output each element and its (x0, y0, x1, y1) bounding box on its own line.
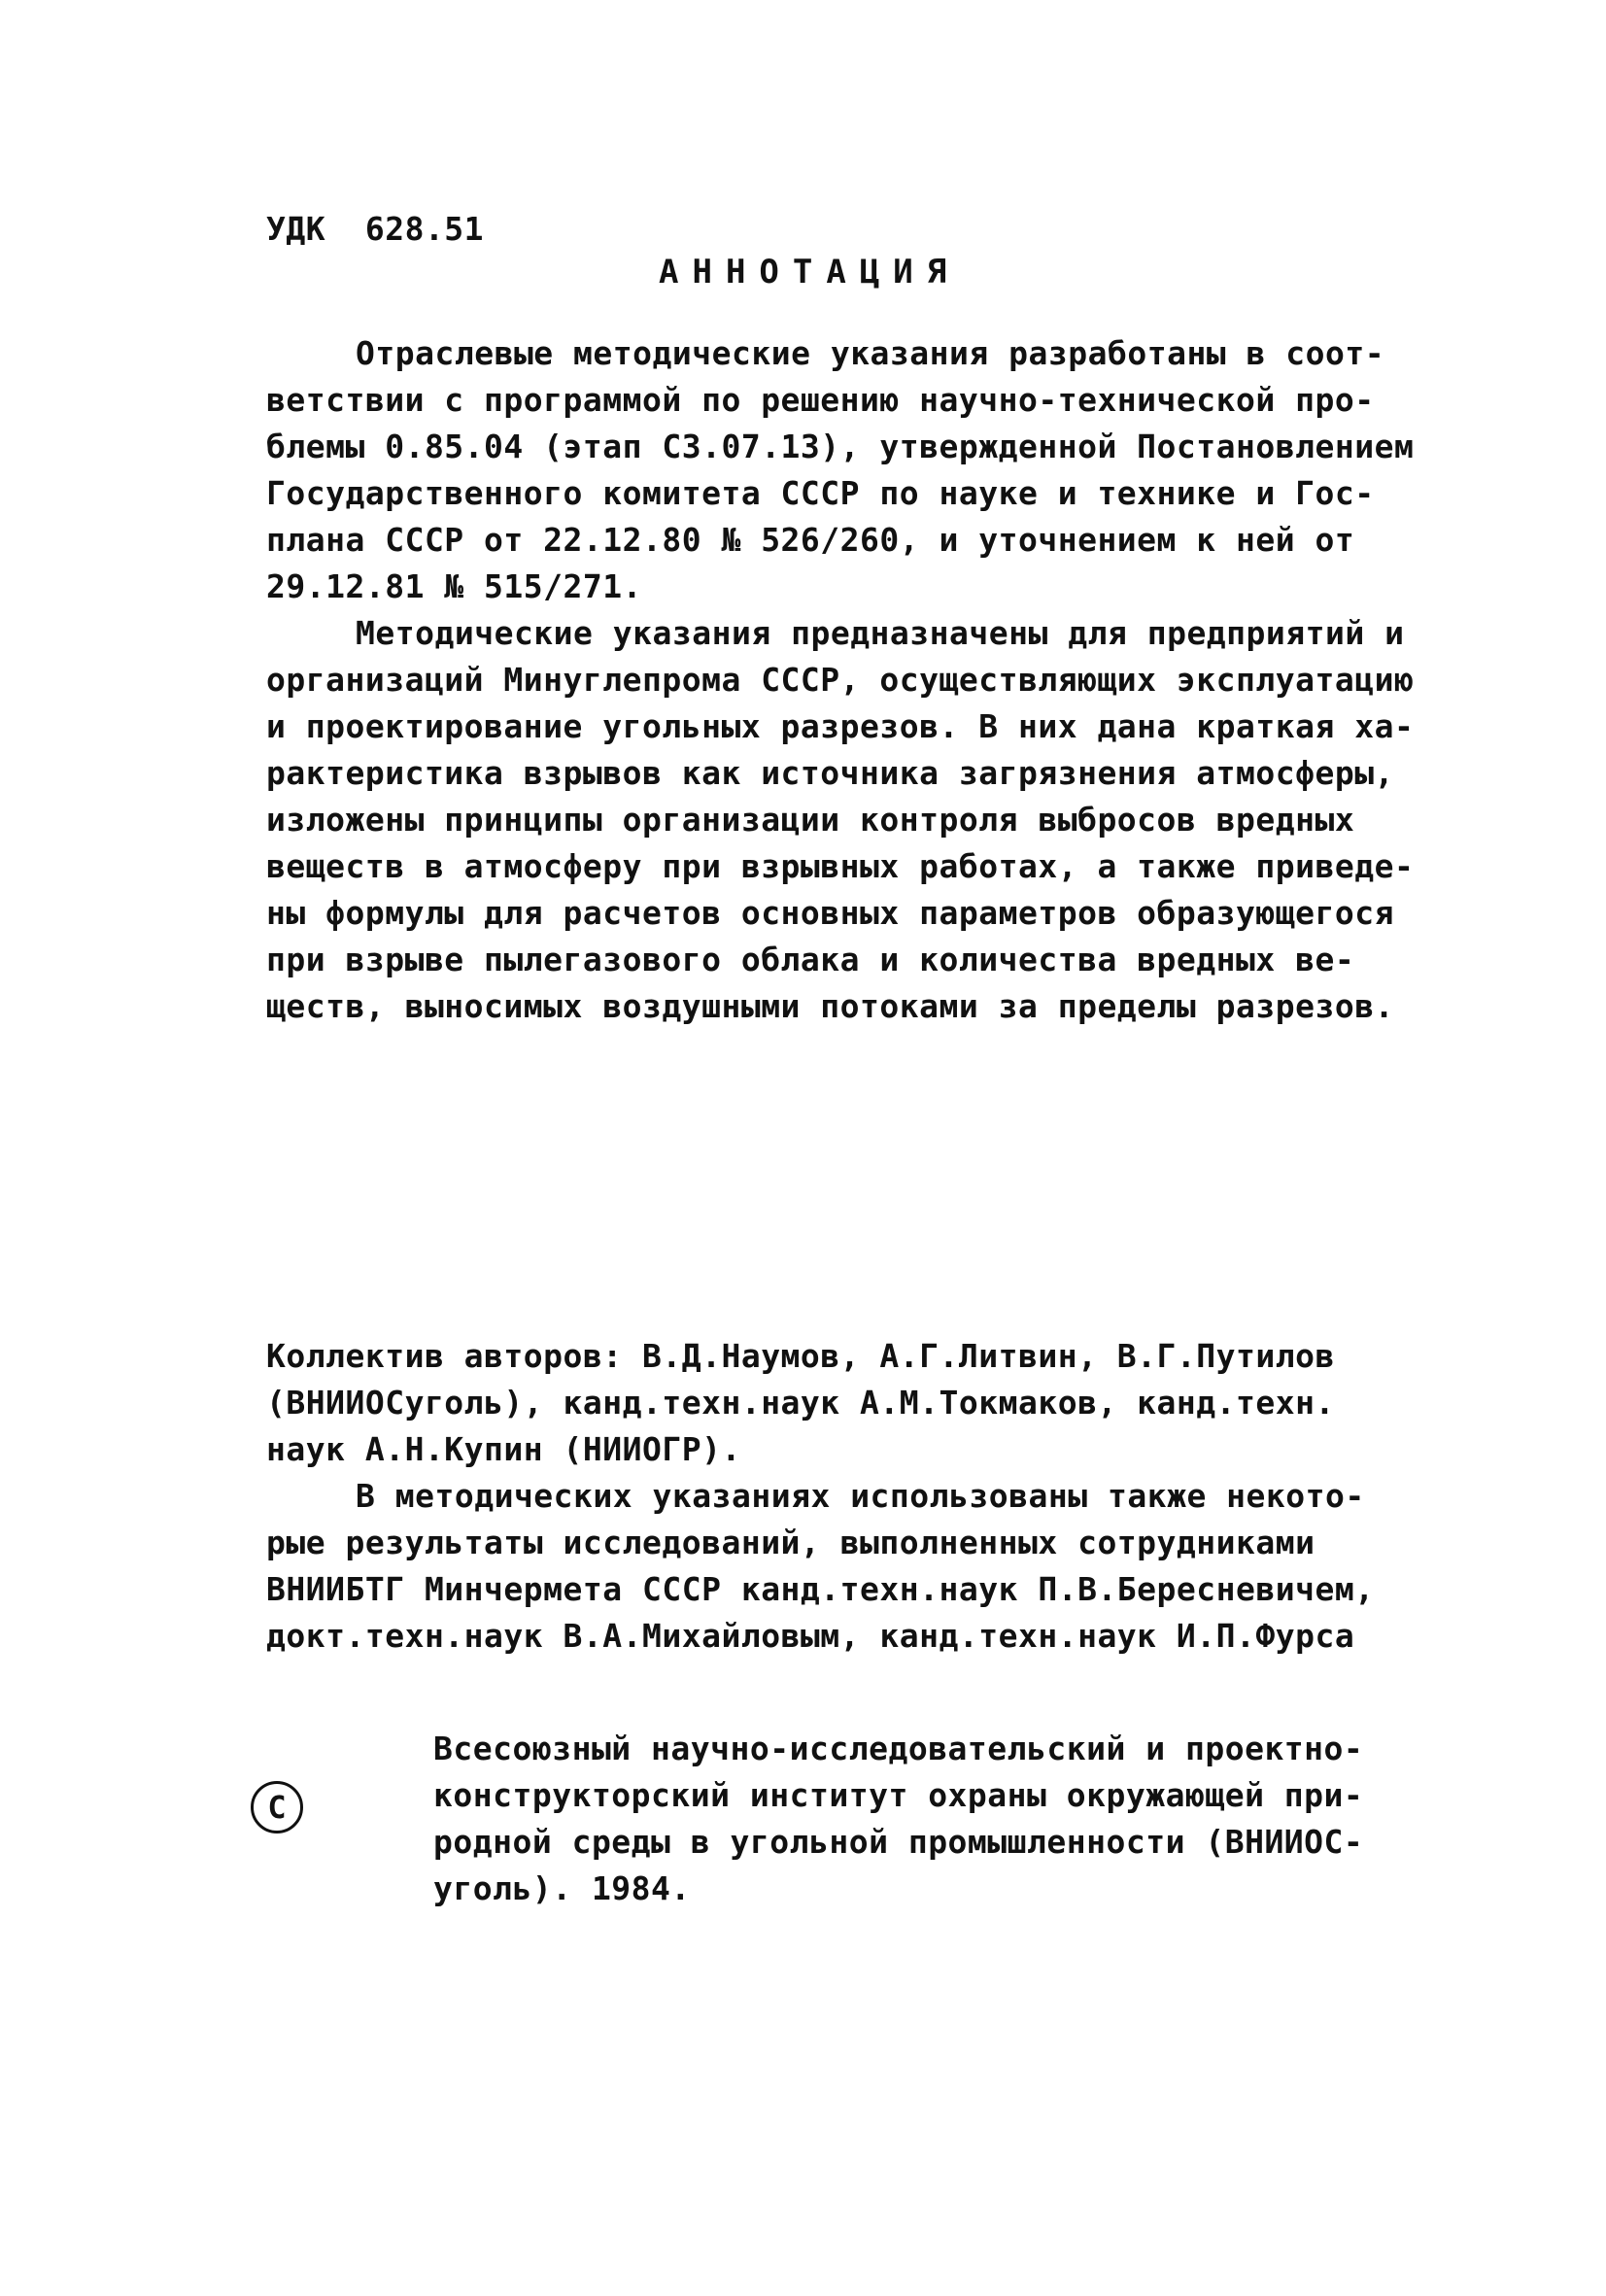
annotation-p1-line: блемы 0.85.04 (этап СЗ.07.13), утвержденной Постановлением (266, 428, 1415, 465)
copyright-icon: С (251, 1781, 303, 1833)
annotation-p1-line: ветствии с программой по решению научно-технической про- (266, 381, 1375, 419)
annotation-p1-line: Отраслевые методические указания разработаны в соот- (356, 334, 1385, 372)
annotation-p2-line: ществ, выносимых воздушными потоками за пределы разрезов. (266, 987, 1394, 1025)
copyright-line: родной среды в угольной промышленности (ВНИИОС- (433, 1823, 1364, 1861)
authors-p2-line: ВНИИБТГ Минчермета СССР канд.техн.наук П.В.Бересневичем, (266, 1570, 1375, 1608)
authors-p1-line: (ВНИИОСуголь), канд.техн.наук А.М.Токмаков, канд.техн. (266, 1384, 1335, 1422)
annotation-p1-line: 29.12.81 № 515/271. (266, 567, 642, 605)
page-title: АННОТАЦИЯ (659, 253, 961, 291)
copyright-line: конструкторский институт охраны окружающей при- (433, 1776, 1364, 1814)
annotation-p1-line: Государственного комитета СССР по науке и технике и Гос- (266, 474, 1375, 512)
annotation-p2-line: Методические указания предназначены для предприятий и (356, 614, 1405, 652)
authors-p2-line: докт.техн.наук В.А.Михайловым, канд.техн.наук И.П.Фурса (266, 1617, 1355, 1655)
annotation-p2-line: ны формулы для расчетов основных параметров образующегося (266, 894, 1394, 932)
copyright-line: уголь). 1984. (433, 1869, 691, 1907)
annotation-p1-line: плана СССР от 22.12.80 № 526/260, и уточнением к ней от (266, 521, 1355, 559)
annotation-p2-line: изложены принципы организации контроля выбросов вредных (266, 801, 1355, 839)
annotation-p2-line: при взрыве пылегазового облака и количества вредных ве- (266, 941, 1355, 978)
annotation-p2-line: рактеристика взрывов как источника загрязнения атмосферы, (266, 754, 1394, 792)
annotation-p2-line: организаций Минуглепрома СССР, осуществляющих эксплуатацию (266, 661, 1415, 699)
annotation-p2-line: и проектирование угольных разрезов. В них дана краткая ха- (266, 707, 1415, 745)
copyright-line: Всесоюзный научно-исследовательский и проектно- (433, 1730, 1364, 1767)
authors-p2-line: рые результаты исследований, выполненных сотрудниками (266, 1524, 1316, 1561)
udk-code: УДК 628.51 (266, 210, 485, 248)
authors-p1-line: Коллектив авторов: В.Д.Наумов, А.Г.Литвин, В.Г.Путилов (266, 1337, 1335, 1375)
authors-p2-line: В методических указаниях использованы также некото- (356, 1477, 1365, 1515)
annotation-p2-line: веществ в атмосферу при взрывных работах, а также приведе- (266, 847, 1415, 885)
authors-p1-line: наук А.Н.Купин (НИИОГР). (266, 1430, 741, 1468)
